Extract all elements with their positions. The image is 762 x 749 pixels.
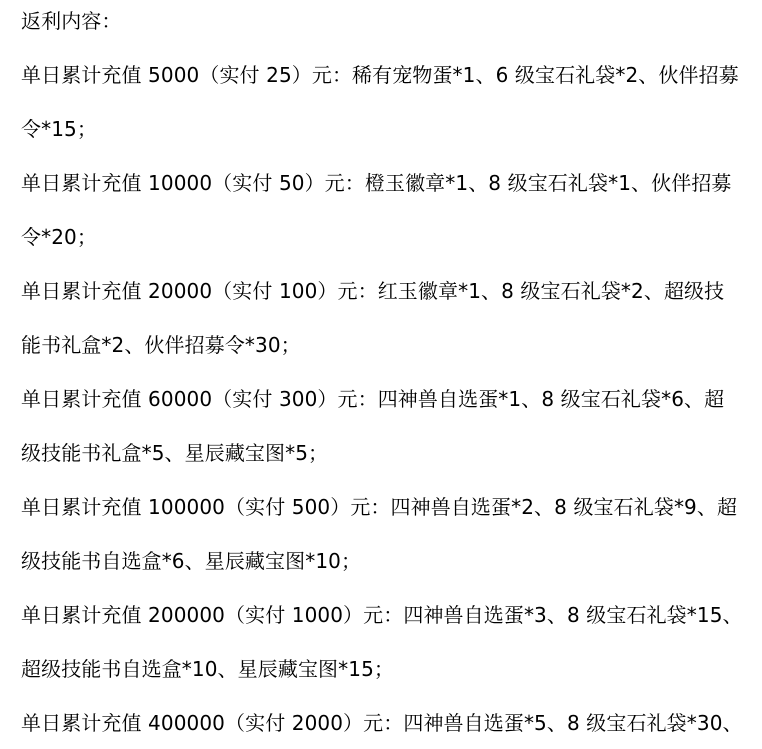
text-line-9: 单日累计充值 100000（实付 500）元：四神兽自选蛋*2、8 级宝石礼袋*9、超 [21, 495, 738, 519]
text-line-3: 单日累计充值 10000（实付 50）元：橙玉徽章*1、8 级宝石礼袋*1、伙伴招募 [21, 171, 732, 195]
text-line-7: 单日累计充值 60000（实付 300）元：四神兽自选蛋*1、8 级宝石礼袋*6、超 [21, 387, 725, 411]
text-line-5: 单日累计充值 20000（实付 100）元：红玉徽章*1、8 级宝石礼袋*2、超级技 [21, 279, 725, 303]
text-line-4: 令*20； [21, 225, 97, 249]
text-line-11: 单日累计充值 200000（实付 1000）元：四神兽自选蛋*3、8 级宝石礼袋*15、 [21, 603, 743, 627]
text-line-13: 单日累计充值 400000（实付 2000）元：四神兽自选蛋*5、8 级宝石礼袋*30、 [21, 711, 743, 735]
text-line-1: 单日累计充值 5000（实付 25）元：稀有宠物蛋*1、6 级宝石礼袋*2、伙伴招募 [21, 63, 739, 87]
rebate-content-heading: 返利内容： [21, 9, 122, 33]
text-line-12: 超级技能书自选盒*10、星辰藏宝图*15； [21, 657, 394, 681]
text-line-6: 能书礼盒*2、伙伴招募令*30； [21, 333, 301, 357]
text-line-10: 级技能书自选盒*6、星辰藏宝图*10； [21, 549, 362, 573]
rebate-content-body [21, 48, 751, 749]
text-line-8: 级技能书礼盒*5、星辰藏宝图*5； [21, 441, 329, 465]
text-line-2: 令*15； [21, 117, 97, 141]
